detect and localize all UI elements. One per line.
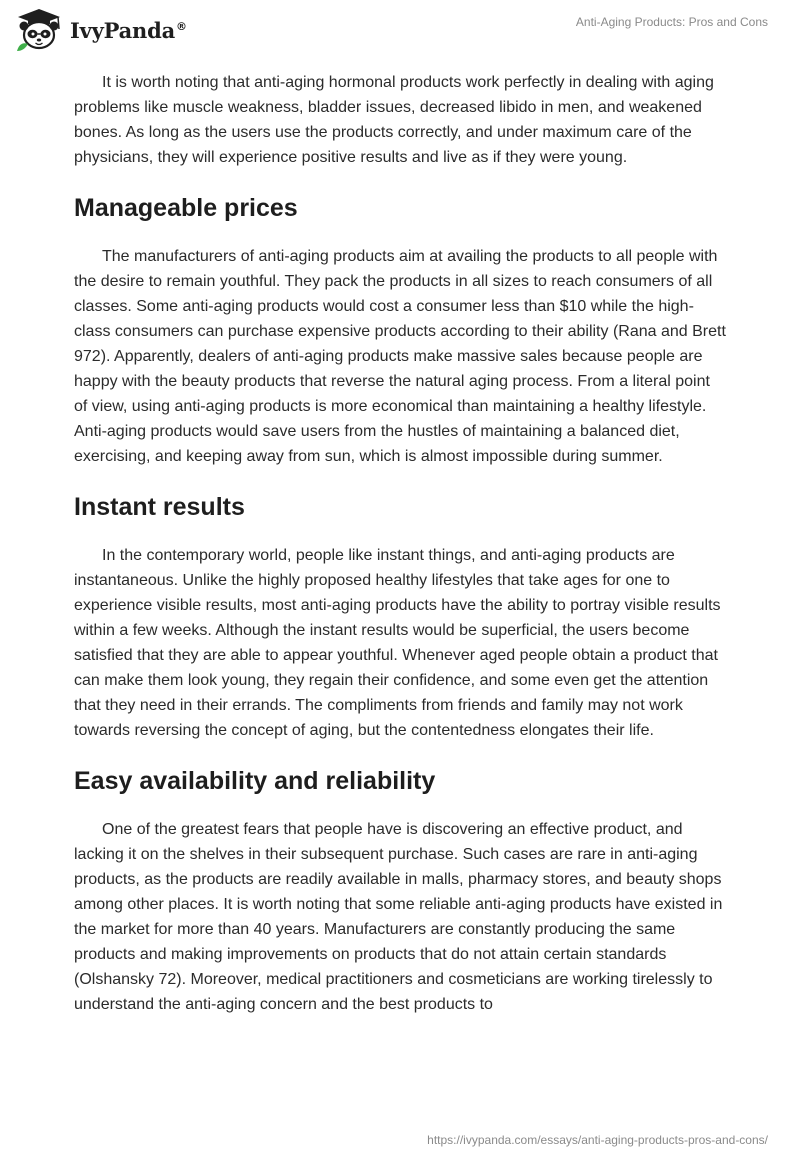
source-url[interactable]: https://ivypanda.com/essays/anti-aging-products-pros-and-cons/ <box>427 1133 768 1147</box>
panda-graduate-icon <box>14 7 64 53</box>
registered-mark: ® <box>176 19 187 33</box>
brand-name-text: IvyPanda <box>70 17 176 43</box>
document-title: Anti-Aging Products: Pros and Cons <box>575 15 768 29</box>
intro-paragraph: It is worth noting that anti-aging hormonal products work perfectly in dealing with aging problems like muscle weakness, bladder issues, decreased libido in men, and weakened bones. As long as the users use the products correctly, and under maximum care of the physicians, they will experience positive results and live as if they were young. <box>74 74 714 166</box>
section-heading-instant-results: Instant results <box>74 493 245 521</box>
page-header <box>0 0 800 60</box>
brand-logo[interactable] <box>14 6 187 54</box>
section-paragraph-manageable-prices: The manufacturers of anti-aging products aim at availing the products to all people with the desire to remain youthful. They pack the products in all sizes to reach consumers of all classes. Some anti-aging products would cost a consumer less than $10 while the high-class consumers can purchase expensive products according to their ability (Rana and Brett 972). Apparently, dealers of anti-aging products make massive sales because people are happy with the beauty products that reverse the natural aging process. From a literal point of view, using anti-aging products is more economical than maintaining a healthy lifestyle. Anti-aging products would save users from the hustles of maintaining a balanced diet, exercising, and keeping away from sun, which is almost impossible during summer. <box>74 248 726 465</box>
brand-name <box>70 18 187 43</box>
section-paragraph-availability: One of the greatest fears that people have is discovering an effective product, and lacking it on the shelves in their subsequent purchase. Such cases are rare in anti-aging products, as the products are readily available in malls, pharmacy stores, and beauty shops among other places. It is worth noting that some reliable anti-aging products have existed in the market for more than 40 years. Manufacturers are constantly producing the same products and making improvements on products that do not attain certain standards (Olshansky 72). Moreover, medical practitioners and cosmeticians are working tirelessly to understand the anti-aging concern and the best products to <box>74 821 723 1013</box>
section-paragraph-instant-results: In the contemporary world, people like instant things, and anti-aging products are instantaneous. Unlike the highly proposed healthy lifestyles that take ages for one to experience visible results, most anti-aging products have the ability to portray visible results within a few weeks. Although the instant results would be superficial, the users become satisfied that they are able to appear youthful. Whenever aged people obtain a product that can make them look young, they regain their confidence, and some even get the attention that they need in their errands. The compliments from friends and family may not work towards reversing the concept of aging, but the contentedness elongates their life. <box>74 547 721 739</box>
section-heading-manageable-prices: Manageable prices <box>74 194 298 222</box>
section-heading-availability: Easy availability and reliability <box>74 767 436 795</box>
essay-body <box>74 70 726 1017</box>
